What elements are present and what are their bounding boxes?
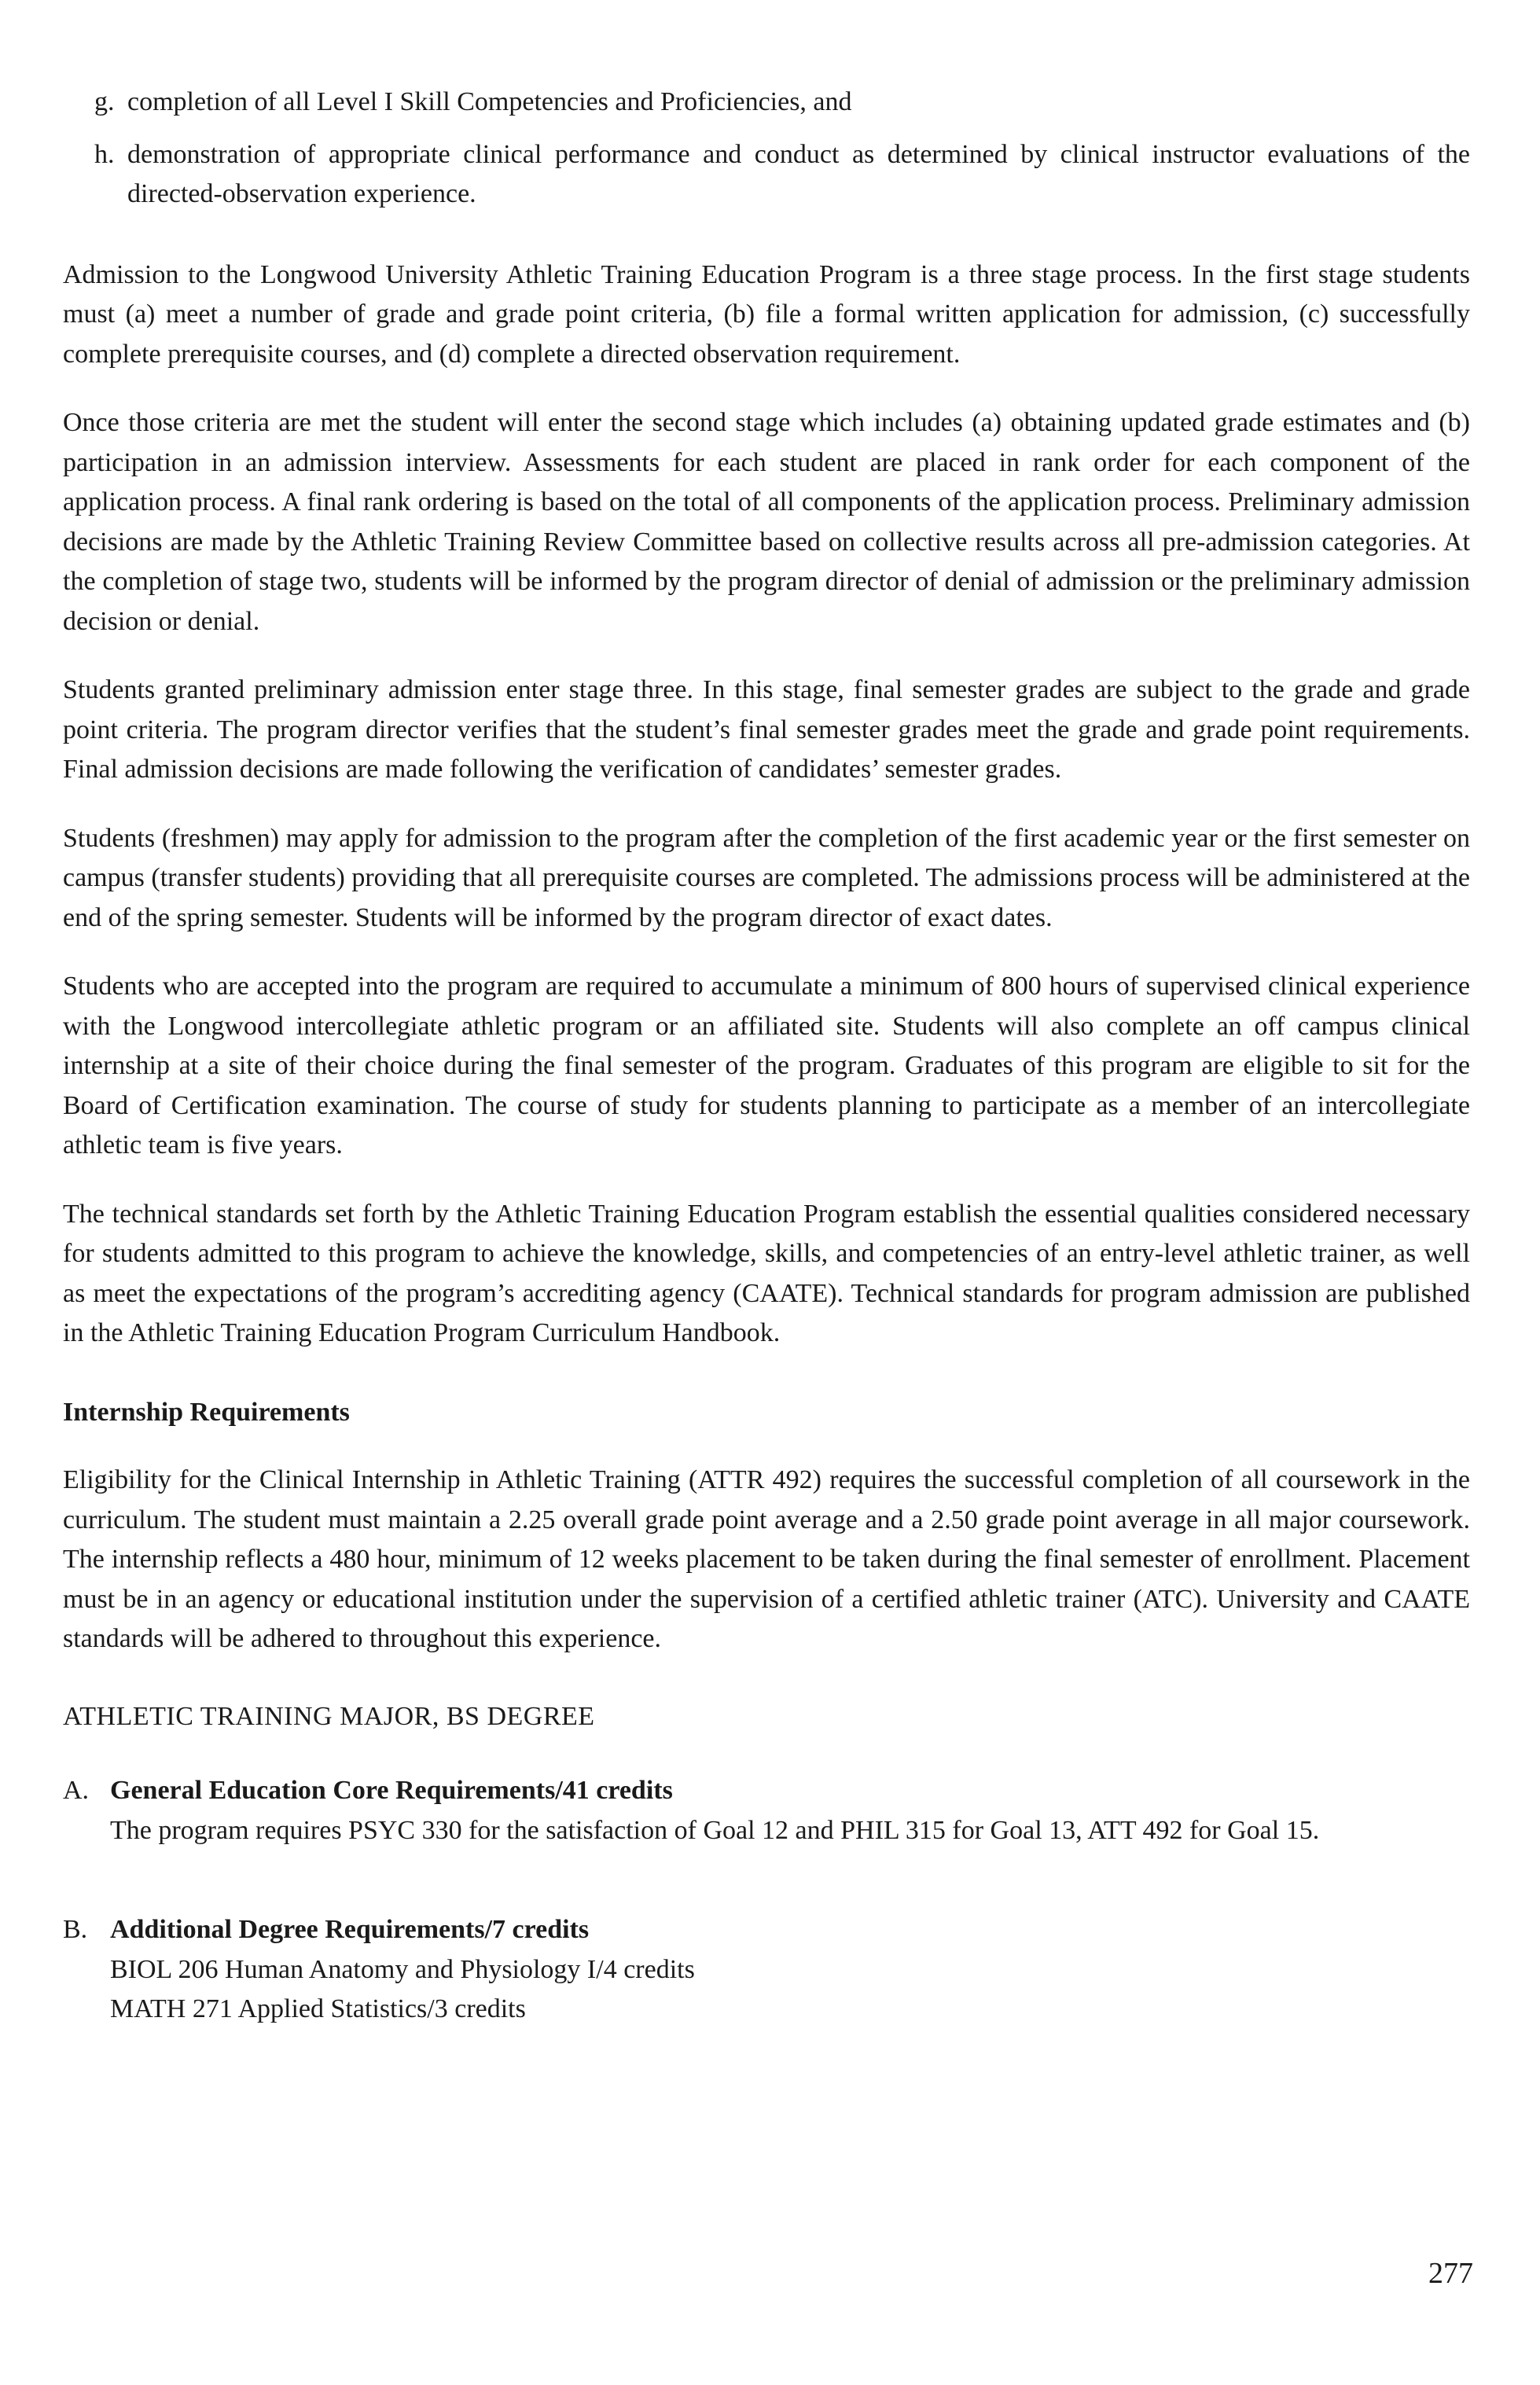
- paragraph-technical-standards: The technical standards set forth by the Athletic Training Education Program establish the essential qualities considered necessary for students admitted to this program to achieve the knowledge, skills, and competencies of an entry-level athletic trainer, as well as meet the expectations of the program’s accrediting agency (CAATE). Technical standards for program admission are published in the Athletic Training Education Program Curriculum Handbook.: [63, 1199, 1470, 1347]
- list-item-h: [94, 135, 1470, 215]
- requirement-marker: B.: [63, 1915, 88, 1944]
- list-marker: h.: [94, 139, 115, 169]
- requirement-a: [63, 1771, 1470, 1850]
- paragraph-second-stage: Once those criteria are met the student will enter the second stage which includes (a) obtaining updated grade estimates and (b) participation in an admission interview. Assessments for each student are placed in rank order for each component of the application process. A final rank ordering is based on the total of all components of the application process. Preliminary admission decisions are made by the Athletic Training Review Committee based on collective results across all pre-admission categories. At the completion of stage two, students will be informed by the program director of denial of admission or the preliminary admission decision or denial.: [63, 408, 1470, 636]
- section-heading-internship: Internship Requirements: [63, 1397, 350, 1427]
- major-title: ATHLETIC TRAINING MAJOR, BS DEGREE: [63, 1701, 595, 1731]
- requirement-title: Additional Degree Requirements/7 credits: [110, 1915, 590, 1944]
- requirement-line: BIOL 206 Human Anatomy and Physiology I/4 credits: [110, 1954, 695, 1984]
- requirement-b: [63, 1910, 1470, 2030]
- requirement-marker: A.: [63, 1776, 90, 1805]
- list-item-text: demonstration of appropriate clinical performance and conduct as determined by clinical instructor evaluations of the directed-observation experience.: [127, 139, 1470, 208]
- list-item-text: completion of all Level I Skill Competencies and Proficiencies, and: [127, 87, 852, 116]
- requirement-line: MATH 271 Applied Statistics/3 credits: [110, 1994, 526, 2023]
- document-page: [63, 83, 1470, 2089]
- paragraph-application-timing: Students (freshmen) may apply for admission to the program after the completion of the first academic year or the first semester on campus (transfer students) providing that all prerequisite courses are completed. The admissions process will be administered at the end of the spring semester. Students will be informed by the program director of exact dates.: [63, 823, 1470, 932]
- requirement-line: The program requires PSYC 330 for the satisfaction of Goal 12 and PHIL 315 for Goal 13, ATT 492 for Goal 15.: [110, 1815, 1320, 1845]
- list-item-g: [94, 83, 1470, 123]
- list-marker: g.: [94, 87, 115, 116]
- paragraph-clinical-experience: Students who are accepted into the program are required to accumulate a minimum of 800 hours of supervised clinical experience with the Longwood intercollegiate athletic program or an affiliated site. Students will also complete an off campus clinical internship at a site of their choice during the final semester of the program. Graduates of this program are eligible to sit for the Board of Certification examination. The course of study for students planning to participate as a member of an intercollegiate athletic team is five years.: [63, 972, 1470, 1159]
- requirement-title: General Education Core Requirements/41 credits: [110, 1776, 673, 1805]
- page-number: 277: [1428, 2257, 1473, 2290]
- paragraph-third-stage: Students granted preliminary admission enter stage three. In this stage, final semester grades are subject to the grade and grade point criteria. The program director verifies that the student’s final semester grades meet the grade and grade point requirements. Final admission decisions are made following the verification of candidates’ semester grades.: [63, 675, 1470, 784]
- paragraph-admission-stages: Admission to the Longwood University Athletic Training Education Program is a three stage process. In the first stage students must (a) meet a number of grade and grade point criteria, (b) file a formal written application for admission, (c) successfully complete prerequisite courses, and (d) complete a directed observation requirement.: [63, 259, 1470, 369]
- paragraph-internship: Eligibility for the Clinical Internship in Athletic Training (ATTR 492) requires the successful completion of all coursework in the curriculum. The student must maintain a 2.25 overall grade point average and a 2.50 grade point average in all major coursework. The internship reflects a 480 hour, minimum of 12 weeks placement to be taken during the final semester of enrollment. Placement must be in an agency or educational institution under the supervision of a certified athletic trainer (ATC). University and CAATE standards will be adhered to throughout this experience.: [63, 1465, 1470, 1653]
